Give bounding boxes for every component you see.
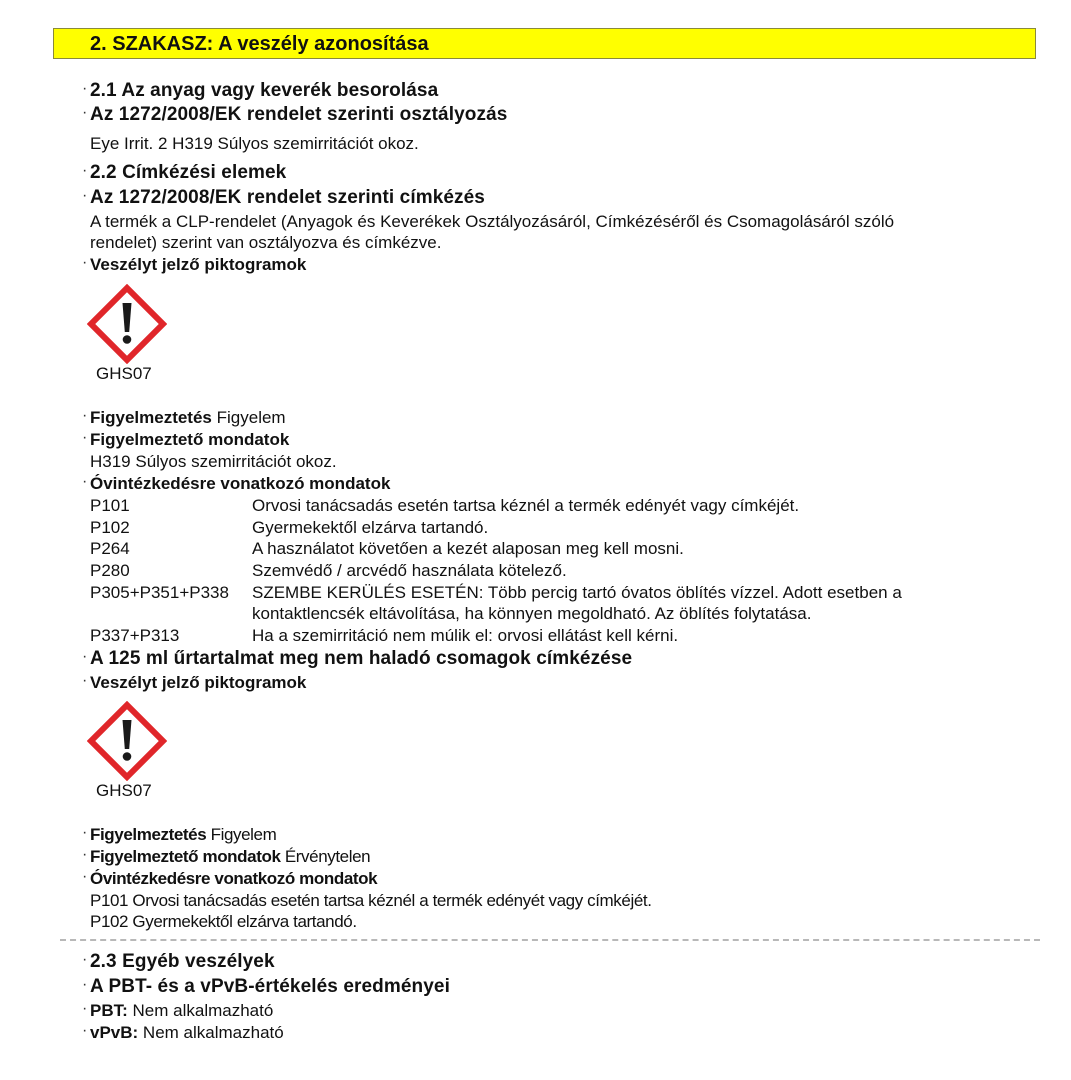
dashed-divider (60, 939, 1040, 941)
hazard-statements-label: · Figyelmeztető mondatok (90, 429, 289, 451)
pbt-value: Nem alkalmazható (132, 1001, 274, 1020)
section-title: 2. SZAKASZ: A veszély azonosítása (90, 33, 429, 55)
exclamation-mark-diamond-icon (87, 284, 167, 364)
p-code: P102 (90, 518, 130, 537)
classification-regulation-heading: · Az 1272/2008/EK rendelet szerinti osztályozás (90, 103, 507, 127)
subsection-2-1-heading: · 2.1 Az anyag vagy keverék besorolása (90, 79, 438, 103)
classification-value: Eye Irrit. 2 H319 Súlyos szemirritációt okoz. (90, 134, 419, 153)
pictogram-code: GHS07 (96, 364, 152, 383)
vpvb-label: vPvB: (90, 1023, 139, 1042)
small-pack-heading: · A 125 ml űrtartalmat meg nem haladó csomagok címkézése (90, 647, 632, 671)
signal-word-label: Figyelmeztetés (90, 408, 212, 427)
clp-text-line-1: A termék a CLP-rendelet (Anyagok és Keverékek Osztályozásáról, Címkézéséről és Csomagolásáról szóló (90, 212, 895, 231)
subsection-2-2-heading: · 2.2 Címkézési elemek (90, 161, 286, 185)
section-header (53, 28, 1036, 59)
p-text: Orvosi tanácsadás esetén tartsa kéznél a termék edényét vagy címkéjét. (252, 496, 800, 515)
p-text: A használatot követően a kezét alaposan meg kell mosni. (252, 539, 684, 558)
p-code: P337+P313 (90, 626, 180, 645)
p-text: Gyermekektől elzárva tartandó. (252, 518, 489, 537)
ghs07-pictogram (87, 701, 167, 781)
pbt-row (90, 1000, 273, 1022)
labelling-regulation-heading: · Az 1272/2008/EK rendelet szerinti címkézés (90, 186, 485, 210)
p-code: P305+P351+P338 (90, 583, 229, 602)
hazard-statements-label: Figyelmeztető mondatok (90, 847, 281, 866)
pictograms-label: · Veszélyt jelző piktogramok (90, 254, 306, 276)
ghs07-pictogram (87, 284, 167, 364)
subsection-2-3-heading: · 2.3 Egyéb veszélyek (90, 950, 275, 974)
signal-word-value: Figyelem (216, 408, 286, 427)
p-code: P280 (90, 561, 130, 580)
exclamation-mark-diamond-icon (87, 701, 167, 781)
pictogram-code: GHS07 (96, 781, 152, 800)
p-text: Ha a szemirritáció nem múlik el: orvosi ellátást kell kérni. (252, 626, 679, 645)
small-pack-hazard-row (90, 846, 370, 868)
p-text: SZEMBE KERÜLÉS ESETÉN: Több percig tartó óvatos öblítés vízzel. Adott esetben a (252, 583, 902, 602)
precautionary-label: · Óvintézkedésre vonatkozó mondatok (90, 473, 390, 495)
small-pack-pictograms-label: · Veszélyt jelző piktogramok (90, 672, 306, 694)
signal-word-row (90, 407, 286, 429)
small-pack-precautionary-label: · Óvintézkedésre vonatkozó mondatok (90, 868, 377, 890)
pbt-label: PBT: (90, 1001, 128, 1020)
hazard-statements-value: Érvénytelen (284, 847, 371, 866)
vpvb-row (90, 1022, 284, 1044)
signal-word-label: Figyelmeztetés (90, 825, 207, 844)
p-text: Szemvédő / arcvédő használata kötelező. (252, 561, 567, 580)
small-pack-precautionary-item: P102 Gyermekektől elzárva tartandó. (90, 912, 357, 931)
small-pack-signal-word-row (90, 824, 276, 846)
clp-text-line-2: rendelet) szerint van osztályozva és címkézve. (90, 233, 442, 252)
small-pack-precautionary-item: P101 Orvosi tanácsadás esetén tartsa kéznél a termék edényét vagy címkéjét. (90, 891, 652, 910)
signal-word-value: Figyelem (210, 825, 277, 844)
vpvb-value: Nem alkalmazható (142, 1023, 284, 1042)
hazard-statement: H319 Súlyos szemirritációt okoz. (90, 452, 337, 471)
p-code: P264 (90, 539, 130, 558)
pbt-vpvb-heading: · A PBT- és a vPvB-értékelés eredményei (90, 975, 450, 999)
p-text-continuation: kontaktlencsék eltávolítása, ha könnyen megoldható. Az öblítés folytatása. (252, 604, 812, 623)
p-code: P101 (90, 496, 130, 515)
